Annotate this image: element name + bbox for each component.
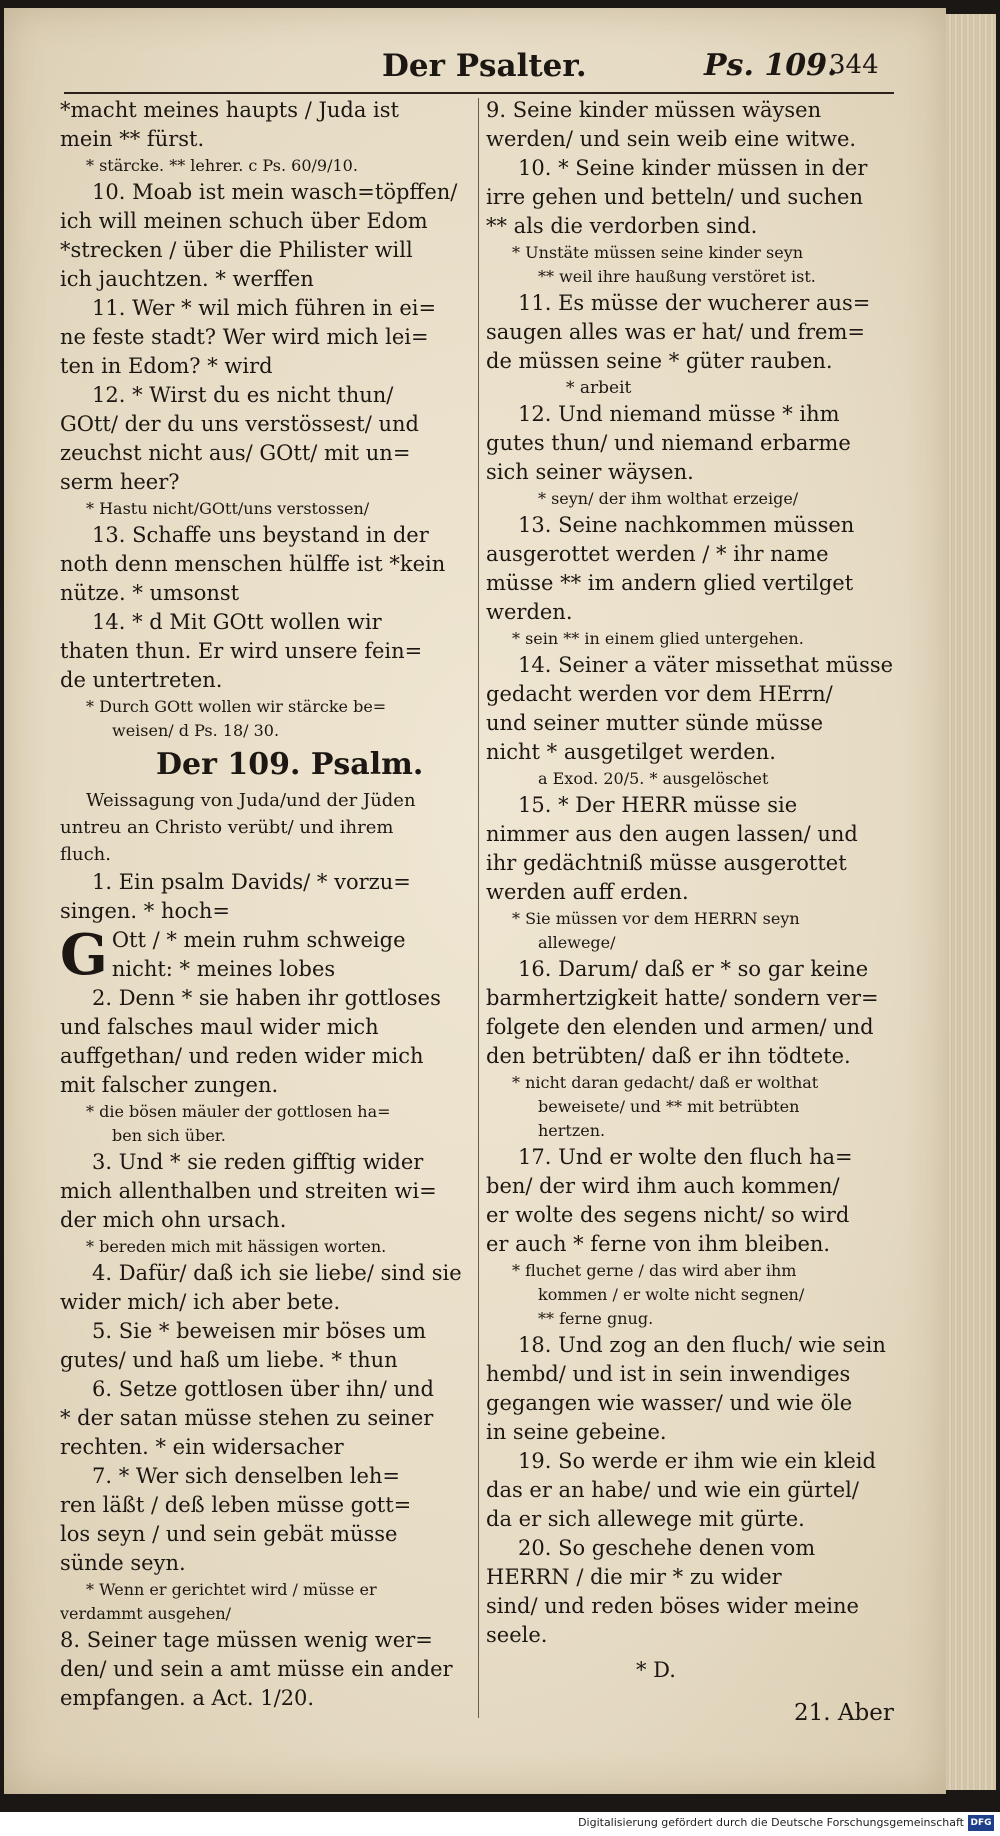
verse-block <box>60 1259 474 1578</box>
text-line: mein ** fürst. <box>60 127 205 151</box>
text-line: 12. Und niemand müsse * ihm <box>518 402 840 426</box>
text-line: 15. * Der HERR müsse sie <box>518 793 798 817</box>
verse-block <box>486 651 896 767</box>
left-column <box>60 96 474 1713</box>
text-line: 3. Und * sie reden gifftig wider <box>92 1150 424 1174</box>
text-line: de müssen seine * güter rauben. <box>486 349 833 373</box>
column-rule <box>478 98 479 1718</box>
text-line: nicht * ausgetilget werden. <box>486 740 776 764</box>
marginal-note: a Exod. 20/5. * ausgelöschet <box>538 769 769 788</box>
text-line: thaten thun. Er wird unsere fein= <box>60 639 423 663</box>
page-edges <box>946 14 996 1790</box>
text-line: 5. Sie * beweisen mir böses um <box>92 1319 427 1343</box>
text-line: 9. Seine kinder müssen wäysen <box>486 98 822 122</box>
verse-block <box>60 868 474 926</box>
verse-block <box>60 1148 474 1235</box>
text-line: 11. Es müsse der wucherer aus= <box>518 291 871 315</box>
text-line: empfangen. a Act. 1/20. <box>60 1686 315 1710</box>
verse-block <box>486 955 896 1071</box>
verse-block <box>486 1143 896 1259</box>
text-line: barmhertzigkeit hatte/ sondern ver= <box>486 986 879 1010</box>
verse-block <box>60 922 474 988</box>
text-line: mit falscher zungen. <box>60 1073 279 1097</box>
text-line: ausgerottet werden / * ihr name <box>486 542 829 566</box>
marginal-note: beweisete/ und ** mit betrübten <box>538 1097 800 1116</box>
text-line: * arbeit <box>566 378 632 398</box>
text-line: den/ und sein a amt müsse ein ander <box>60 1657 453 1681</box>
text-line: irre gehen und betteln/ und suchen <box>486 185 863 209</box>
marginal-note: * die bösen mäuler der gottlosen ha= <box>86 1102 391 1121</box>
text-line: zeuchst nicht aus/ GOtt/ mit un= <box>60 441 411 465</box>
text-line: gutes/ und haß um liebe. * thun <box>60 1348 398 1372</box>
text-line: und seiner mutter sünde müsse <box>486 711 824 735</box>
text-line: gutes thun/ und niemand erbarme <box>486 431 851 455</box>
marginal-note: ** ferne gnug. <box>538 1309 654 1328</box>
end-mark: * D. <box>636 1658 676 1682</box>
text-line: den betrübten/ daß er ihn tödtete. <box>486 1044 851 1068</box>
text-line: da er sich allewege mit gürte. <box>486 1507 805 1531</box>
verse-block <box>486 289 896 487</box>
psalm-number: Ps. 109. <box>704 48 838 83</box>
verse-block <box>486 96 896 241</box>
text-line: ben/ der wird ihm auch kommen/ <box>486 1174 840 1198</box>
marginal-note: * Sie müssen vor dem HERRN seyn <box>512 909 800 928</box>
text-line: 14. Seiner a väter missethat müsse <box>518 653 894 677</box>
verse-block <box>486 1331 896 1650</box>
marginal-note: * Durch GOtt wollen wir stärcke be= <box>86 697 387 716</box>
text-line: 18. Und zog an den fluch/ wie sein <box>518 1333 886 1357</box>
text-line: 16. Darum/ daß er * so gar keine <box>518 957 869 981</box>
text-line: 11. Wer * wil mich führen in ei= <box>92 296 437 320</box>
verse-block <box>486 791 896 907</box>
marginal-note: * sein ** in einem glied untergehen. <box>512 629 804 648</box>
catchword: 21. Aber <box>794 1700 894 1726</box>
text-line: saugen alles was er hat/ und frem= <box>486 320 865 344</box>
psalm-summary <box>60 787 474 868</box>
text-line: in seine gebeine. <box>486 1420 667 1444</box>
text-line: werden auff erden. <box>486 880 689 904</box>
text-line: 20. So geschehe denen vom <box>518 1536 816 1560</box>
verse-block <box>60 96 474 154</box>
text-line: 7. * Wer sich denselben leh= <box>92 1464 401 1488</box>
summary-line: Weissagung von Juda/und der Jüden <box>86 790 416 811</box>
header-rule <box>64 92 894 94</box>
text-line: ich will meinen schuch über Edom <box>60 209 428 233</box>
verse-block <box>60 178 474 497</box>
text-line: noth denn menschen hülffe ist *kein <box>60 552 446 576</box>
text-line: ten in Edom? * wird <box>60 354 273 378</box>
text-line: auffgethan/ und reden wider mich <box>60 1044 424 1068</box>
text-line: *strecken / über die Philister will <box>60 238 413 262</box>
text-line: 13. Seine nachkommen müssen <box>518 513 855 537</box>
text-line: wider mich/ ich aber bete. <box>60 1290 341 1314</box>
text-line: mich allenthalben und streiten wi= <box>60 1179 437 1203</box>
text-line: 4. Dafür/ daß ich sie liebe/ sind sie <box>92 1261 462 1285</box>
text-line: singen. * hoch= <box>60 899 230 923</box>
text-line: sind/ und reden böses wider meine <box>486 1594 859 1618</box>
text-line: 17. Und er wolte den fluch ha= <box>518 1145 853 1169</box>
text-line: hembd/ und ist in sein inwendiges <box>486 1362 851 1386</box>
summary-line: fluch. <box>60 844 111 865</box>
book-page <box>4 8 946 1794</box>
text-line: nimmer aus den augen lassen/ und <box>486 822 858 846</box>
psalm-heading: Der 109. Psalm. <box>156 747 424 782</box>
page-number: 344 <box>829 50 879 80</box>
text-line: 10. Moab ist mein wasch=töpffen/ <box>92 180 458 204</box>
text-line: ne feste stadt? Wer wird mich lei= <box>60 325 429 349</box>
text-line: ** als die verdorben sind. <box>486 214 758 238</box>
text-line: 12. * Wirst du es nicht thun/ <box>92 383 394 407</box>
running-title: Der Psalter. <box>382 48 587 84</box>
text-line: werden/ und sein weib eine witwe. <box>486 127 857 151</box>
text-line: 8. Seiner tage müssen wenig wer= <box>60 1628 433 1652</box>
text-line: ihr gedächtniß müsse ausgerottet <box>486 851 847 875</box>
marginal-note: hertzen. <box>538 1121 606 1140</box>
footer-credit: Digitalisierung gefördert durch die Deutsche Forschungsgemeinschaft <box>578 1816 964 1829</box>
marginal-note: * fluchet gerne / das wird aber ihm <box>512 1261 797 1280</box>
marginal-note: weisen/ d Ps. 18/ 30. <box>112 721 280 740</box>
text-line: ren läßt / deß leben müsse gott= <box>60 1493 412 1517</box>
text-line: müsse ** im andern glied vertilget <box>486 571 854 595</box>
text-line: nicht: * meines lobes <box>111 957 336 981</box>
running-header <box>64 48 894 96</box>
text-line: und falsches maul wider mich <box>60 1015 379 1039</box>
marginal-note: * bereden mich mit hässigen worten. <box>86 1237 387 1256</box>
text-line: folgete den elenden und armen/ und <box>486 1015 874 1039</box>
verse-block <box>60 984 474 1100</box>
text-line: gegangen wie wasser/ und wie öle <box>486 1391 853 1415</box>
text-line: los seyn / und sein gebät müsse <box>60 1522 398 1546</box>
digitization-footer <box>0 1812 1000 1836</box>
text-line: 1. Ein psalm Davids/ * vorzu= <box>92 870 411 894</box>
text-line: er wolte des segens nicht/ so wird <box>486 1203 850 1227</box>
text-line: 13. Schaffe uns beystand in der <box>92 523 429 547</box>
text-line: serm heer? <box>60 470 180 494</box>
verse-block <box>60 1626 474 1713</box>
text-line: *macht meines haupts / Juda ist <box>60 98 399 122</box>
drop-initial: G <box>60 922 108 988</box>
text-line: 19. So werde er ihm wie ein kleid <box>518 1449 876 1473</box>
marginal-note: * stärcke. ** lehrer. c Ps. 60/9/10. <box>86 156 358 175</box>
marginal-note: * Wenn er gerichtet wird / müsse er <box>86 1580 377 1599</box>
text-line: sünde seyn. <box>60 1551 186 1575</box>
text-line: er auch * ferne von ihm bleiben. <box>486 1232 831 1256</box>
text-line: 2. Denn * sie haben ihr gottloses <box>92 986 441 1010</box>
marginal-note: * Hastu nicht/GOtt/uns verstossen/ <box>86 499 370 518</box>
text-line: de untertreten. <box>60 668 223 692</box>
marginal-note: ben sich über. <box>112 1126 226 1145</box>
text-line: nütze. * umsonst <box>60 581 240 605</box>
marginal-note: allewege/ <box>538 933 616 952</box>
right-column <box>486 96 896 1685</box>
text-line: 14. * d Mit GOtt wollen wir <box>92 610 382 634</box>
text-line: werden. <box>486 600 573 624</box>
text-line: der mich ohn ursach. <box>60 1208 287 1232</box>
text-line: sich seiner wäysen. <box>486 460 694 484</box>
text-line: GOtt/ der du uns verstössest/ und <box>60 412 419 436</box>
marginal-note: ** weil ihre haußung verstöret ist. <box>538 267 816 286</box>
summary-line: untreu an Christo verübt/ und ihrem <box>60 817 394 838</box>
text-line: das er an habe/ und wie ein gürtel/ <box>486 1478 859 1502</box>
marginal-note: * Unstäte müssen seine kinder seyn <box>512 243 804 262</box>
marginal-note: kommen / er wolte nicht segnen/ <box>538 1285 805 1304</box>
verse-block <box>60 521 474 695</box>
text-line: rechten. * ein widersacher <box>60 1435 344 1459</box>
text-line: * der satan müsse stehen zu seiner <box>60 1406 434 1430</box>
text-line: HERRN / die mir * zu wider <box>486 1565 782 1589</box>
text-line: 6. Setze gottlosen über ihn/ und <box>92 1377 434 1401</box>
text-line: ich jauchtzen. * werffen <box>60 267 314 291</box>
dfg-logo-icon: DFG <box>968 1815 994 1831</box>
text-line: 10. * Seine kinder müssen in der <box>518 156 868 180</box>
marginal-note: * seyn/ der ihm wolthat erzeige/ <box>538 489 799 508</box>
text-line: seele. <box>486 1623 548 1647</box>
marginal-note: * nicht daran gedacht/ daß er wolthat <box>512 1073 819 1092</box>
text-line: gedacht werden vor dem HErrn/ <box>486 682 833 706</box>
verse-block <box>486 511 896 627</box>
marginal-note: verdammt ausgehen/ <box>60 1604 232 1623</box>
text-line: Ott / * mein ruhm schweige <box>111 928 406 952</box>
